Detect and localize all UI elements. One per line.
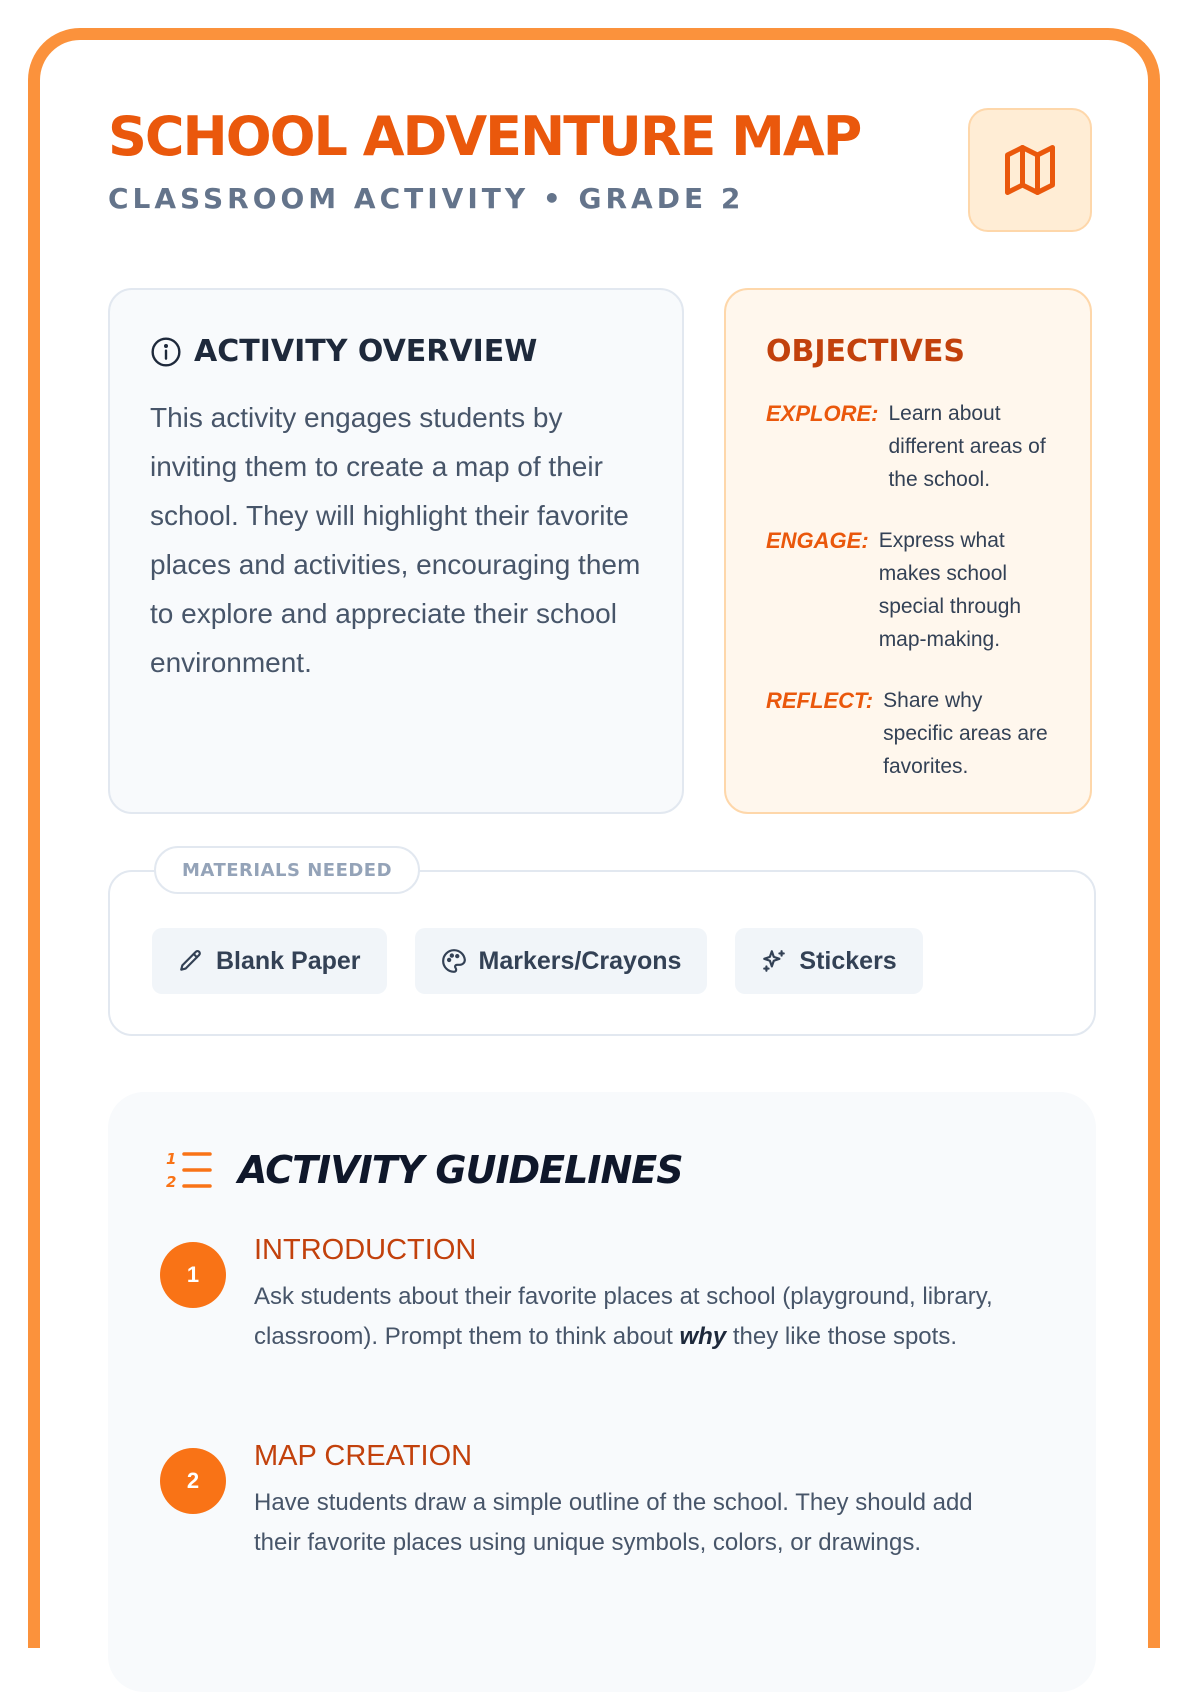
overview-heading-label: ACTIVITY OVERVIEW xyxy=(194,334,538,369)
pencil-icon xyxy=(178,948,204,974)
materials-list xyxy=(152,928,923,994)
material-label: Blank Paper xyxy=(216,946,361,975)
objective-label: REFLECT: xyxy=(766,688,874,713)
overview-body: This activity engages students by inviting them to create a map of their school. They will highlight their favorite places and activities, encouraging them to explore and appreciate their school environment. xyxy=(150,402,641,678)
objective-item xyxy=(766,524,1050,656)
objective-text: Learn about different areas of the school. xyxy=(888,402,1046,491)
objective-text: Share why specific areas are favorites. xyxy=(883,689,1048,778)
palette-icon xyxy=(441,948,467,974)
materials-panel xyxy=(108,859,1096,1036)
objective-label: EXPLORE: xyxy=(766,401,879,426)
overview-heading xyxy=(150,334,642,369)
svg-text:2: 2 xyxy=(166,1173,176,1191)
guidelines-panel xyxy=(108,1092,1096,1692)
objectives-panel xyxy=(724,288,1092,814)
activity-overview-panel xyxy=(108,288,684,814)
material-chip-stickers xyxy=(735,928,922,994)
step-title: INTRODUCTION xyxy=(254,1234,477,1266)
step-number-badge: 1 xyxy=(160,1242,226,1308)
page-subtitle: CLASSROOM ACTIVITY • GRADE 2 xyxy=(108,182,745,215)
step-text-part: Ask students about their favorite places at school (playground, library, classroom). Prompt them to think about xyxy=(254,1283,993,1350)
step-number-badge: 2 xyxy=(160,1448,226,1514)
objective-item xyxy=(766,397,1050,496)
objective-text: Express what makes school special through map-making. xyxy=(878,529,1022,651)
step-body xyxy=(254,1440,1024,1563)
material-chip-blank-paper xyxy=(152,928,387,994)
step-text: Have students draw a simple outline of the school. They should add their favorite places using unique symbols, colors, or drawings. xyxy=(254,1489,973,1556)
map-icon xyxy=(1000,140,1060,200)
step-text-part: they like those spots. xyxy=(726,1323,957,1350)
step-text xyxy=(254,1277,1024,1357)
info-icon xyxy=(150,336,182,368)
step-title: MAP CREATION xyxy=(254,1440,473,1472)
sparkles-icon xyxy=(761,948,787,974)
numbered-list-icon xyxy=(164,1148,212,1192)
guidelines-heading-label: ACTIVITY GUIDELINES xyxy=(238,1148,683,1192)
step-body xyxy=(254,1234,1024,1357)
page-header xyxy=(108,105,861,215)
guidelines-heading xyxy=(164,1148,683,1192)
svg-text:1: 1 xyxy=(166,1150,176,1168)
material-chip-markers xyxy=(415,928,708,994)
material-label: Markers/Crayons xyxy=(478,946,682,975)
materials-tag: MATERIALS NEEDED xyxy=(154,846,420,894)
objective-item xyxy=(766,684,1050,783)
map-badge xyxy=(968,108,1092,232)
objectives-heading: OBJECTIVES xyxy=(766,334,965,369)
page-title: SCHOOL ADVENTURE MAP xyxy=(108,105,861,168)
material-label: Stickers xyxy=(799,946,897,975)
objective-label: ENGAGE: xyxy=(766,528,869,553)
step-emphasis: why xyxy=(679,1323,727,1350)
